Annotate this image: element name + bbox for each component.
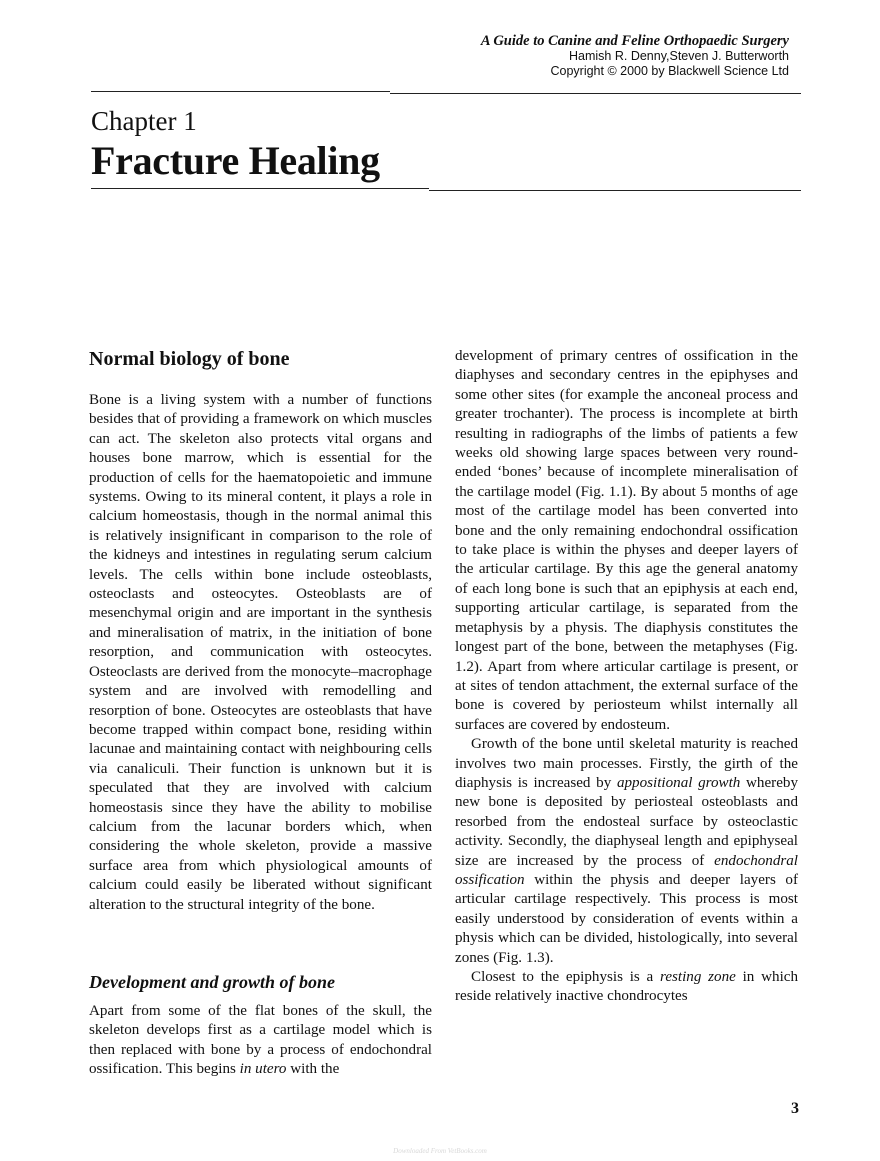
italic-term: endochondral ossification — [455, 852, 798, 888]
book-authors: Hamish R. Denny,Steven J. Butterworth — [569, 49, 789, 63]
chapter-label: Chapter 1 — [91, 106, 197, 136]
page-number: 3 — [791, 1100, 799, 1117]
text-span: in which reside relatively inactive chondrocytes — [455, 969, 799, 1005]
right-paragraph-3 — [455, 968, 798, 1007]
section-heading: Normal biology of bone — [89, 348, 290, 370]
right-column — [455, 347, 798, 1007]
book-header — [481, 34, 789, 79]
text-span: Closest to the epiphysis is a — [471, 969, 661, 985]
italic-term: in utero — [239, 1061, 287, 1078]
header-rule-right — [390, 93, 801, 94]
book-copyright: Copyright © 2000 by Blackwell Science Ltd — [550, 64, 789, 78]
text-span: within the physis and deeper layers of articular cartilage respectively. This process is most easily understood by consideration of events within a physis which can be divided, histologically, into several zones (Fig. 1.3). — [455, 871, 798, 966]
right-paragraph-2 — [455, 735, 798, 968]
book-title: A Guide to Canine and Feline Orthopaedic Surgery — [480, 33, 789, 49]
text-span: Growth of the bone until skeletal maturity is reached involves two main processes. Firstly, the girth of the diaphysis is increased by — [455, 736, 798, 791]
watermark: Downloaded From VetBooks.com — [393, 1147, 487, 1155]
section-paragraph: Bone is a living system with a number of functions besides that of providing a framework on which muscles can act. The skeleton also protects vital organs and houses bone marrow, which is essential for the production of cells for the haematopoietic and immune systems. Owing to its mineral content, it plays a role in calcium homeostasis, though in the normal animal this is relatively insignificant in comparison to the role of the kidneys and intestines in regulating serum calcium levels. The cells within bone include osteoblasts, osteoclasts and osteocytes. Osteoblasts are of mesenchymal origin and are important in the synthesis and mineralisation of matrix, in the initiation of bone resorption, and communication with osteocytes. Osteoclasts are derived from the monocyte–macrophage system and are involved with remodelling and resorption of bone. Osteocytes are osteoblasts that have become trapped within compact bone, residing within lacunae and maintaining contact with neighbouring cells via canaliculi. Their function is unknown but it is speculated that they are involved with calcium homeostasis since they have the ability to mobilise calcium from the lacunar borders which, when considering the whole skeleton, provide a massive surface area from which physiological amounts of calcium could easily be liberated without significant alteration to the structural integrity of the bone. — [89, 392, 432, 913]
right-paragraph-1: development of primary centres of ossification in the diaphyses and secondary centres in the epiphyses and some other sites (for example the anconeal process and greater trochanter). The process is incomplete at birth resulting in radiographs of the limbs of patients a few weeks old showing large spaces between very round-ended ‘bones’ because of incomplete mineralisation of the cartilage model (Fig. 1.1). By about 5 months of age most of the cartilage model has been converted into bone and the only remaining endochondral ossification to take place is within the physes and deeper layers of the articular cartilage. By this age the general anatomy of each long bone is such that an epiphysis at each end, supporting articular cartilage, is separated from the metaphysis by a physis. The diaphysis constitutes the longest part of the bone, between the metaphyses (Fig. 1.2). Apart from where articular cartilage is present, or at sites of tendon attachment, the external surface of the bone is covered by periosteum whilst internally all surfaces are covered by endosteum. — [455, 348, 798, 733]
title-rule-left — [91, 188, 429, 189]
italic-term: resting zone — [660, 969, 736, 985]
chapter-title: Fracture Healing — [91, 138, 380, 183]
header-rule-left — [91, 91, 390, 92]
text-span: whereby new bone is deposited by periosteal osteoblasts and resorbed from the endosteal surface by osteoclastic activity. Secondly, the diaphyseal length and epiphyseal size are increased by the process of — [455, 774, 799, 869]
subsection-heading: Development and growth of bone — [89, 972, 335, 992]
subsection-paragraph — [89, 1002, 432, 1080]
text-span: with the — [286, 1061, 340, 1078]
italic-term: appositional growth — [616, 774, 741, 791]
text-span: Apart from some of the flat bones of the skull, the skeleton develops first as a cartilage model which is then replaced with bone by a process of endochondral ossification. This begins — [89, 1003, 432, 1078]
title-rule-right — [429, 190, 801, 191]
